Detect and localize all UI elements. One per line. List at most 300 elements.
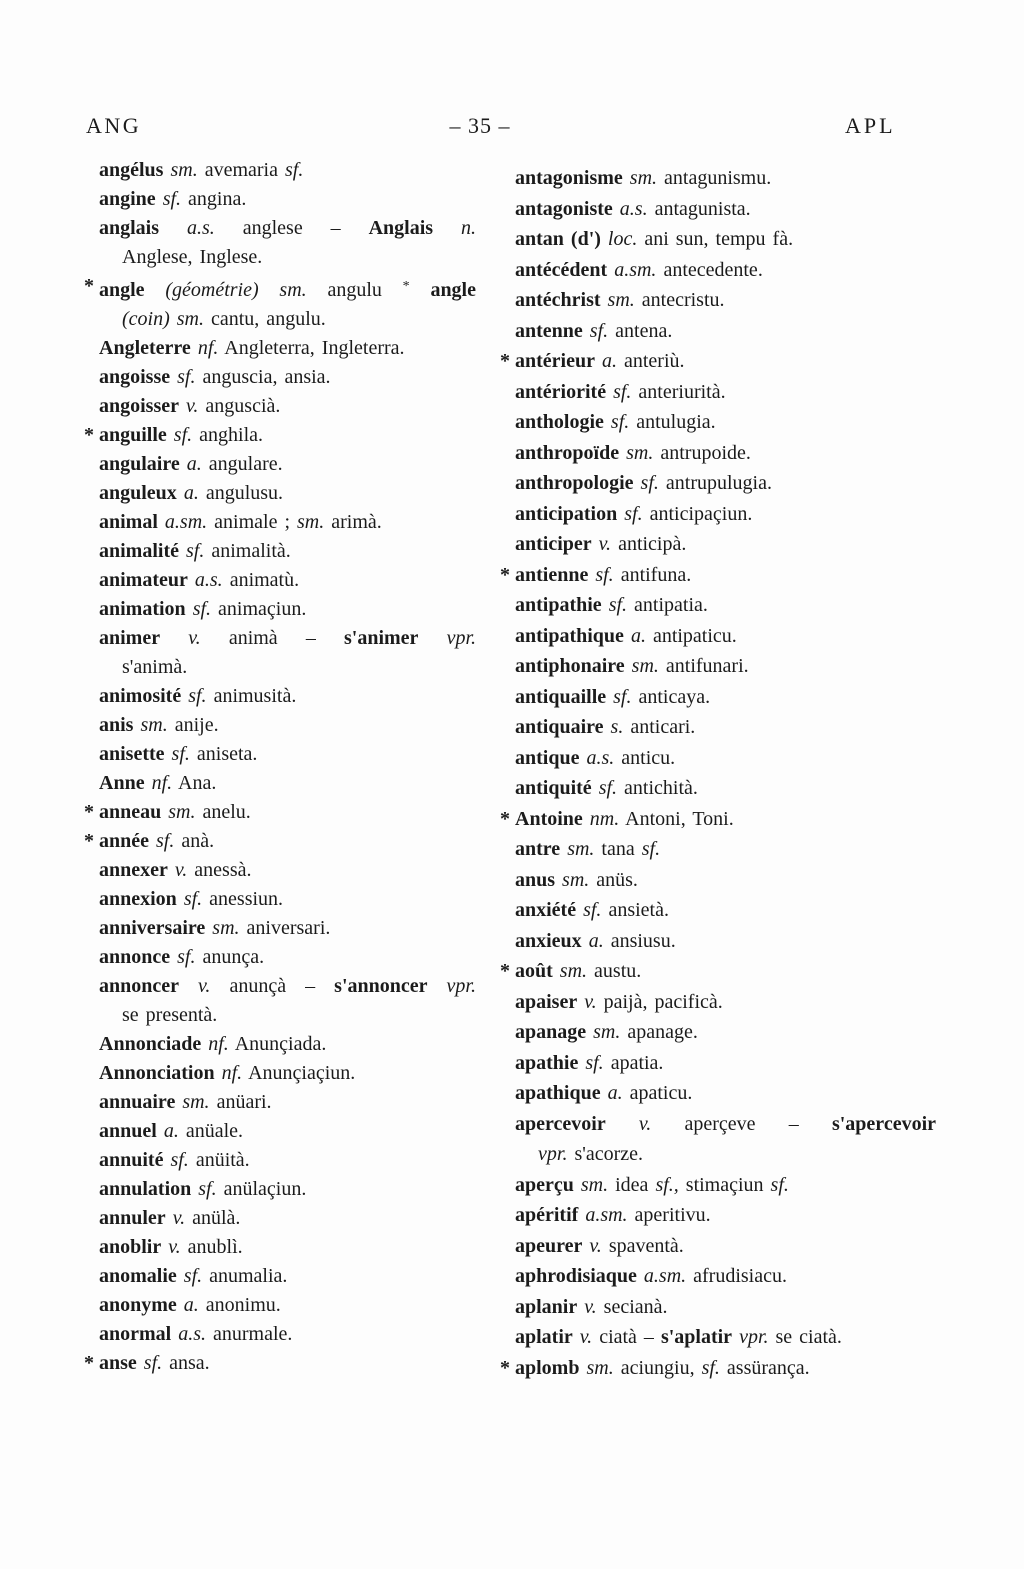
dictionary-entry: [500, 1048, 936, 1079]
dictionary-entry: [84, 508, 476, 537]
pos-label: a.: [183, 1294, 199, 1316]
pos-label: v.: [598, 533, 612, 555]
translation: animatù.: [229, 569, 300, 591]
entry-line: [99, 711, 476, 740]
translation: se presentà.: [122, 1004, 218, 1026]
headword: anonyme: [99, 1294, 177, 1316]
translation: antichità.: [624, 777, 698, 799]
translation: animusità.: [213, 685, 297, 707]
translation: se ciatà.: [775, 1326, 842, 1348]
headword: anis: [99, 714, 134, 736]
headword: animateur: [99, 569, 188, 591]
translation: aciungiu,: [620, 1356, 695, 1379]
translation: antrupoide.: [660, 441, 751, 464]
superscript-star: *: [402, 279, 410, 294]
entry-line: [99, 943, 476, 972]
dictionary-entry: [84, 214, 476, 272]
entry-line: [99, 363, 476, 392]
dictionary-entry: [500, 1170, 936, 1201]
headword: antiquaille: [515, 685, 607, 708]
entry-line: [99, 156, 476, 185]
translation: arimà.: [331, 511, 382, 533]
entry-line: [515, 1261, 936, 1292]
entry-line: [515, 682, 936, 713]
entry-line: [515, 987, 936, 1018]
pos-label: a.: [163, 1120, 179, 1142]
pos-label: v.: [174, 859, 188, 881]
pos-label: a.s.: [586, 746, 615, 769]
dictionary-entry: [84, 1175, 476, 1204]
pos-label: sf.: [192, 598, 212, 620]
headword: animer: [99, 627, 161, 649]
dictionary-entry: [84, 1349, 476, 1378]
translation: anüs.: [596, 868, 638, 891]
headword: antique: [515, 746, 580, 769]
headword: animalité: [99, 540, 179, 562]
translation: paijà, pacificà.: [603, 990, 723, 1013]
dictionary-entry: [500, 1231, 936, 1262]
headword: annuaire: [99, 1091, 176, 1113]
dictionary-entry: [84, 1262, 476, 1291]
pos-label: sm.: [567, 838, 595, 860]
pos-label: sf.: [188, 685, 207, 707]
entry-line: [99, 1320, 476, 1349]
pos-label: a.sm.: [614, 258, 657, 281]
translation: antecristu.: [641, 289, 725, 311]
page-number: – 35 –: [449, 113, 511, 138]
entry-line: [99, 769, 476, 798]
entry-line: [515, 1078, 936, 1109]
dictionary-entry: [500, 651, 936, 682]
dictionary-entry: [84, 1146, 476, 1175]
dictionary-entry: [500, 1109, 936, 1170]
headword: anthropologie: [515, 472, 634, 494]
entry-line: [99, 185, 476, 214]
entry-line: [515, 621, 936, 652]
translation: ansietà.: [608, 899, 669, 921]
entry-line: [99, 595, 476, 624]
translation: Ana.: [178, 772, 217, 794]
entry-line: [99, 740, 476, 769]
pos-label: sf.: [170, 1149, 189, 1171]
headword: annexion: [99, 888, 177, 910]
pos-label: v.: [584, 1295, 597, 1318]
pos-label: v.: [172, 1207, 186, 1229]
dictionary-entry: [84, 769, 476, 798]
dictionary-entry: [84, 624, 476, 682]
pos-label: a.s.: [619, 197, 648, 220]
translation: antena.: [615, 319, 673, 342]
entry-line: [99, 479, 476, 508]
headword: anthropoïde: [515, 441, 620, 464]
pos-label: sm.: [626, 441, 654, 464]
dictionary-entry: [84, 421, 476, 450]
headword: apanage: [515, 1021, 587, 1043]
pos-label: loc.: [607, 228, 638, 250]
entry-line: [515, 651, 936, 682]
pos-label: sm.: [168, 801, 196, 823]
dictionary-entry: [500, 407, 936, 438]
pos-label: nf.: [197, 337, 219, 359]
translation: animalità.: [211, 540, 291, 562]
pos-label: nf.: [221, 1062, 243, 1084]
dictionary-entry: [500, 865, 936, 896]
star-marker: *: [84, 275, 94, 297]
entry-line: [99, 272, 476, 305]
translation: anülà.: [192, 1207, 241, 1229]
pos-label: vpr.: [446, 975, 476, 997]
translation: angina.: [188, 188, 247, 210]
entry-line: [515, 743, 936, 774]
headword: angle: [430, 279, 476, 301]
translation: anumalia.: [209, 1265, 288, 1287]
entry-line: [99, 421, 476, 450]
headword: aphrodisiaque: [515, 1265, 637, 1287]
translation: antagunismu.: [664, 167, 772, 189]
dictionary-entry: [84, 156, 476, 185]
headword: antiquité: [515, 777, 592, 799]
entry-line: [515, 529, 936, 560]
translation: animà –: [228, 627, 316, 649]
dictionary-entry: [84, 740, 476, 769]
dictionary-entry: [500, 590, 936, 621]
translation: anguscia, ansia.: [202, 366, 331, 388]
dictionary-entry: [500, 1078, 936, 1109]
translation: anteriù.: [623, 350, 685, 372]
dictionary-entry: [500, 895, 936, 926]
headword: annuler: [99, 1207, 166, 1229]
headword: annexer: [99, 859, 168, 881]
entry-line: [99, 1175, 476, 1204]
translation: apanage.: [627, 1021, 698, 1043]
entry-line: [99, 334, 476, 363]
dictionary-entry: [84, 682, 476, 711]
dictionary-columns: [84, 156, 936, 1383]
translation: ansa.: [169, 1352, 210, 1374]
entry-line: [515, 865, 936, 896]
headword: aperçu: [515, 1173, 574, 1196]
pos-label: v.: [589, 1234, 602, 1257]
translation: anglese –: [242, 217, 341, 239]
translation: ciatà –: [599, 1326, 654, 1348]
headword: angine: [99, 188, 156, 210]
entry-line: [515, 1322, 936, 1353]
headword: antiphonaire: [515, 655, 625, 677]
entry-line: [515, 590, 936, 621]
entry-line: [99, 1030, 476, 1059]
pos-label: nf.: [208, 1033, 229, 1055]
translation: anunça.: [202, 946, 265, 968]
pos-label: sf.: [701, 1356, 720, 1379]
dictionary-entry: [84, 392, 476, 421]
entry-line: [515, 804, 936, 835]
dictionary-entry: [84, 334, 476, 363]
pos-label: sm.: [593, 1021, 621, 1043]
dictionary-entry: [84, 537, 476, 566]
pos-label: sf.: [598, 777, 618, 799]
translation: anticaya.: [638, 685, 711, 708]
translation: Anglese, Inglese.: [122, 246, 263, 268]
pos-label: sm.: [629, 167, 658, 189]
dictionary-entry: [84, 1233, 476, 1262]
dictionary-entry: [500, 834, 936, 865]
translation: anonimu.: [205, 1294, 281, 1316]
star-marker: *: [84, 1352, 94, 1374]
headword: antéchrist: [515, 289, 601, 311]
dictionary-entry: [84, 1204, 476, 1233]
dictionary-entry: [84, 1117, 476, 1146]
dictionary-entry: [500, 529, 936, 560]
headword: antagonisme: [515, 167, 623, 189]
translation: stimaçiun: [685, 1173, 764, 1196]
translation: anurmale.: [213, 1323, 293, 1345]
dictionary-entry: [500, 1353, 936, 1384]
entry-line: [515, 468, 936, 499]
pos-label: a.: [183, 482, 199, 504]
pos-label: sf.: [613, 380, 632, 403]
dictionary-entry: [500, 621, 936, 652]
section-letters-left: ANG: [86, 113, 142, 138]
headword: animal: [99, 511, 158, 533]
headword: antériorité: [515, 380, 607, 403]
headword: s'aplatir: [660, 1326, 733, 1348]
headword: antécédent: [515, 258, 608, 281]
translation: animaçiun.: [218, 598, 307, 620]
translation: antulugia.: [636, 411, 716, 433]
dictionary-entry: [84, 711, 476, 740]
translation: anüità.: [195, 1149, 250, 1171]
translation: aperçeve –: [684, 1112, 799, 1135]
entry-line: [99, 537, 476, 566]
entry-line: [515, 285, 936, 316]
entry-line: [515, 1353, 936, 1384]
translation: Anunçiada.: [234, 1033, 327, 1055]
headword: aplanir: [515, 1295, 578, 1318]
pos-label: sf.: [641, 838, 661, 860]
right-column: [500, 156, 936, 1383]
entry-line: [515, 499, 936, 530]
headword: s'annoncer: [334, 975, 428, 997]
pos-label: sm.: [176, 308, 204, 330]
headword: antérieur: [515, 350, 595, 372]
star-marker: *: [500, 807, 510, 830]
headword: anxieux: [515, 929, 582, 952]
headword: anneau: [99, 801, 162, 823]
pos-label: v.: [638, 1112, 652, 1135]
dictionary-entry: [84, 1320, 476, 1349]
pos-label: a.: [601, 350, 617, 372]
headword: annuité: [99, 1149, 164, 1171]
headword: Angleterre: [99, 337, 191, 359]
entry-line: [99, 1059, 476, 1088]
headword: anus: [515, 868, 556, 891]
headword: animosité: [99, 685, 182, 707]
headword: Antoine: [515, 807, 583, 830]
entry-line: [515, 956, 936, 987]
headword: Annonciade: [99, 1033, 202, 1055]
translation: antipaticu.: [652, 624, 737, 647]
entry-line: [515, 1231, 936, 1262]
headword: anniversaire: [99, 917, 206, 939]
pos-label: nm.: [589, 807, 620, 830]
translation: apatia.: [610, 1051, 664, 1074]
headword: apaiser: [515, 990, 578, 1013]
pos-label: a.sm.: [643, 1265, 687, 1287]
headword: Anglais: [368, 217, 434, 239]
pos-label: sf.: [613, 685, 632, 708]
dictionary-entry: [500, 468, 936, 499]
entry-line: [99, 392, 476, 421]
translation: anublì.: [187, 1236, 243, 1258]
dictionary-entry: [84, 827, 476, 856]
translation: s'acorze.: [574, 1143, 644, 1165]
translation: anüale.: [185, 1120, 243, 1142]
translation: spaventà.: [608, 1234, 684, 1257]
dictionary-entry: [500, 499, 936, 530]
translation: antrupulugia.: [665, 472, 772, 494]
entry-continuation-line: [99, 305, 476, 334]
translation: aniseta.: [196, 743, 258, 765]
left-column: [84, 156, 476, 1383]
pos-label: v.: [168, 1236, 181, 1258]
entry-line: [515, 560, 936, 591]
pos-label: a.: [630, 624, 646, 647]
translation: antecedente.: [663, 258, 763, 281]
headword: anticipation: [515, 502, 618, 525]
pos-label: sf.: [177, 366, 196, 388]
dictionary-entry: [84, 885, 476, 914]
headword: anoblir: [99, 1236, 162, 1258]
dictionary-entry: [84, 595, 476, 624]
pos-label: n.: [461, 217, 477, 239]
headword: antiquaire: [515, 716, 604, 738]
dictionary-entry: [84, 1291, 476, 1320]
translation: avemaria: [204, 159, 278, 181]
pos-label: sm.: [182, 1091, 210, 1113]
dictionary-entry: [500, 1322, 936, 1353]
dictionary-entry: [500, 773, 936, 804]
pos-label: sf.: [186, 540, 205, 562]
pos-label: sf.: [589, 319, 609, 342]
entry-line: [515, 194, 936, 225]
pos-label: sf.: [284, 159, 304, 181]
headword: antan (d'): [515, 228, 601, 250]
dictionary-entry: [500, 224, 936, 255]
pos-label: sf.: [173, 424, 193, 446]
pos-label: sf.: [171, 743, 190, 765]
pos-label: sf.: [608, 594, 628, 616]
headword: apathie: [515, 1051, 579, 1074]
pos-label: a.sm.: [585, 1204, 628, 1226]
entry-line: [515, 1109, 936, 1140]
pos-label: a.: [186, 453, 202, 475]
headword: angle: [99, 279, 145, 301]
translation: anà.: [181, 830, 215, 852]
entry-line: [99, 450, 476, 479]
headword: anglais: [99, 217, 160, 239]
headword: aplomb: [515, 1356, 580, 1379]
translation: aperitivu.: [634, 1204, 711, 1226]
headword: année: [99, 830, 149, 852]
headword: angoisser: [99, 395, 179, 417]
headword: apéritif: [515, 1204, 579, 1226]
pos-label: a.sm.: [164, 511, 208, 533]
pos-label: sf.: [585, 1051, 604, 1074]
translation: Antoni, Toni.: [625, 807, 734, 830]
entry-line: [515, 1292, 936, 1323]
dictionary-entry: [500, 987, 936, 1018]
headword: anthologie: [515, 411, 604, 433]
pos-label: sm.: [631, 655, 659, 677]
entry-line: [515, 1200, 936, 1231]
entry-line: [99, 1088, 476, 1117]
entry-line: [515, 224, 936, 255]
translation: aniversari.: [246, 917, 331, 939]
translation: anessà.: [194, 859, 252, 881]
pos-label: sf.: [162, 188, 182, 210]
headword: apercevoir: [515, 1112, 606, 1135]
translation: s'animà.: [122, 656, 188, 678]
pos-label: sf.: [640, 472, 659, 494]
entry-line: [99, 566, 476, 595]
headword: août: [515, 960, 553, 982]
entry-line: [99, 1262, 476, 1291]
star-marker: *: [500, 960, 510, 982]
translation: idea: [615, 1173, 649, 1196]
headword: anse: [99, 1352, 137, 1374]
headword: apathique: [515, 1082, 601, 1104]
entry-line: [99, 972, 476, 1001]
headword: angoisse: [99, 366, 171, 388]
pos-label: nf.: [151, 772, 173, 794]
star-marker: *: [84, 830, 94, 852]
entry-line: [99, 624, 476, 653]
translation: anghila.: [199, 424, 264, 446]
pos-label: vpr.: [739, 1326, 769, 1348]
translation: angulare.: [208, 453, 283, 475]
pos-label: sm.: [212, 917, 240, 939]
dictionary-entry: [84, 914, 476, 943]
pos-label: sm.: [297, 511, 325, 533]
entry-line: [99, 508, 476, 537]
headword: antienne: [515, 563, 589, 586]
entry-line: [99, 885, 476, 914]
translation: animale ;: [214, 511, 290, 533]
pos-label: sm.: [279, 279, 307, 301]
dictionary-entry: [500, 1292, 936, 1323]
translation: antifuna.: [620, 563, 692, 586]
translation: anteriurità.: [638, 380, 726, 403]
dictionary-entry: [84, 450, 476, 479]
translation: afrudisiacu.: [693, 1265, 787, 1287]
translation: anülaçiun.: [223, 1178, 307, 1200]
dictionary-entry: [500, 743, 936, 774]
entry-line: [515, 895, 936, 926]
translation: anticari.: [630, 716, 696, 738]
headword: antipathie: [515, 594, 602, 616]
pos-label: sf.: [624, 502, 643, 525]
dictionary-entry: [500, 712, 936, 743]
dictionary-entry: [84, 185, 476, 214]
entry-line: [515, 438, 936, 469]
translation: tana: [601, 838, 635, 860]
headword: angélus: [99, 159, 164, 181]
translation: angulusu.: [205, 482, 284, 504]
entry-line: [99, 1233, 476, 1262]
headword: Annonciation: [99, 1062, 215, 1084]
entry-line: [99, 1204, 476, 1233]
pos-label: a.s.: [178, 1323, 207, 1345]
